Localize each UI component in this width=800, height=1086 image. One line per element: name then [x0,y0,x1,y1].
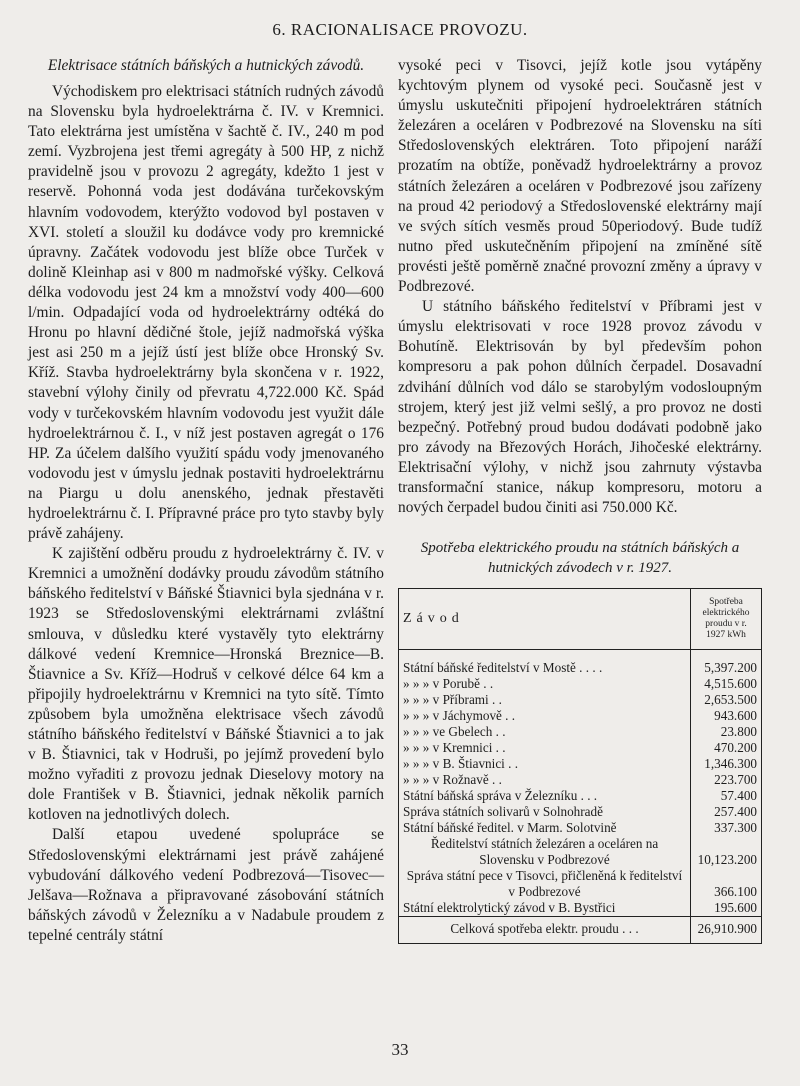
table-row [399,708,762,724]
row-value: 5,397.200 [691,650,762,677]
table-row [399,650,762,677]
table-row [399,692,762,708]
row-label: Správa státních solivarů v Solnohradě [403,804,603,820]
paragraph: Další etapou uvedené spolupráce se Středoslovenskými elektrárnami jest právě zahájené vybudování dálkového vedení Podbrezová—Tisovec—Jelšava—Rožnava a připravované zásobování státních báňských závodů v Železníku a v Nadabule proudem z tepelné centrály státní [28,826,384,944]
row-value: 470.200 [691,740,762,756]
row-label: » » » v Jáchymově . . [403,708,516,724]
table-row [399,868,762,900]
row-value: 4,515.600 [691,676,762,692]
row-label: Státní elektrolytický závod v B. Bystřici [403,900,616,916]
table-row [399,772,762,788]
row-label: » » » ve Gbelech . . [403,724,506,740]
row-label: Státní báňské ředitel. v Marm. Solotvině [403,820,617,836]
row-label: » » » v Rožnavě . . [403,772,502,788]
row-label: » » » v Porubě . . [403,676,494,692]
table-row [399,900,762,917]
table-row [399,820,762,836]
row-value: 366.100 [691,868,762,900]
total-label: Celková spotřeba elektr. proudu . . . [399,917,691,944]
column-header-plant: Závod [399,589,691,650]
table-total-row [399,917,762,944]
table-caption: Spotřeba elektrického proudu na státních báňských a hutnických závodech v r. 1927. [420,540,740,577]
row-value: 2,653.500 [691,692,762,708]
row-value: 257.400 [691,804,762,820]
row-value: 1,346.300 [691,756,762,772]
column-header-consumption: Spotřeba elektrického proudu v r. 1927 kWh [691,589,762,650]
row-value: 57.400 [691,788,762,804]
row-label: » » » v Kremnici . . [403,740,506,756]
row-value: 23.800 [691,724,762,740]
running-head: 6. RACIONALISACE PROVOZU. [272,20,528,39]
row-value: 943.600 [691,708,762,724]
paragraph: U státního báňského ředitelství v Příbrami jest v úmyslu elektrisovati v roce 1928 provoz závodu v Bohutíně. Elektrisován by byl především pohon kompresoru a pak pohon důlních čerpadel. Dosavadní zdvihání důlních vod dálo se starobylým vodosloupným strojem, který jest již velmi sešlý, a pro provoz ne dosti bezpečný. Potřebný proud budou dodávati podobně jako pro závody na Březových Horách, Jihočeské elektrárny. Elektrisační výlohy, v nichž jsou zahrnuty výstavba transformační stanice, nákup kompresoru, motoru a nových čerpadel budou činiti asi 750.000 Kč. [398,298,762,517]
row-label: » » » v B. Štiavnici . . [403,756,519,772]
left-column [28,56,384,946]
table-row [399,740,762,756]
section-heading: Elektrisace státních báňských a hutnických závodů. [47,57,365,74]
paragraph: Východiskem pro elektrisaci státních rudných závodů na Slovensku byla hydroelektrárna č. IV. v Kremnici. Tato elektrárna jest umístěna v šachtě č. IV., 240 m pod zemí. Vyzbrojena jest třemi agregáty à 500 HP, z nichž pravidelně jsou v provozu 2 agregáty, kdežto 1 jest v reservě. Pohonná voda jest dodávána turčekovským hlavním vodovodem, kterýžto vodovod byl postaven v XVI. století a sloužil ku dodávce vody pro kremnické úpravny. Začátek vodovodu jest blíže obce Turček v dolině Kleinhap asi v 800 m nadmořské výšky. Celková délka vodovodu jest 24 km a množství vody 400—600 l/min. Odpadající voda od hydroelektrárny odtéká do Hronu po hlavní dědičné štole, jejíž nadmořská výška jest asi 250 m a jejíž ústí jest blíže obce Hronský Sv. Kříž. Stavba hydroelektrárny byla skončena v r. 1922, stavební výlohy činily od převratu 4,722.000 Kč. Spád vody v turčekovském hlavním vodovodu jest využit dále hydroelektrárnou č. I., v níž jest postaven agregát o 176 HP. Za účelem dalšího využití spádu vody jmenovaného vodovodu jest v úmyslu jednak postaviti hydroelektrárnu na Piargu u dolu anenského, jednak přestavěti hydroelektrárnu č. I. Přípravné práce pro tyto stavby byly právě zahájeny. [28,83,384,543]
row-label: Státní báňské ředitelství v Mostě . . . . [403,660,603,676]
row-label: Státní báňská správa v Železníku . . . [403,788,598,804]
total-value: 26,910.900 [691,917,762,944]
row-value: 337.300 [691,820,762,836]
table-row [399,676,762,692]
row-value: 223.700 [691,772,762,788]
table-row [399,756,762,772]
table-row [399,804,762,820]
table-row [399,724,762,740]
row-value: 195.600 [691,900,762,917]
page-number: 33 [391,1040,409,1059]
paragraph: vysoké peci v Tisovci, jejíž kotle jsou vytápěny kychtovým plynem od vysoké peci. Současně jest v úmyslu uskutečniti připojení hydroelektráren státních železáren a oceláren v Podbrezové na Slovensku na síti Středoslovenských elektráren. Toto připojení naráží prozatím na obtíže, poněvadž hydroelektrárny a provoz státních železáren a oceláren v Podbrezové jsou zařízeny na proud 42 periodový a Středoslovenské elektrárny mají ve svých sítích vesměs proud 50periodový. Bude tudíž nutno před uskutečněním připojení na zmíněné sítě provésti ještě poměrně značné provozní změny a úpravy v Podbrezové. [398,57,762,296]
row-label: » » » v Příbrami . . [403,692,502,708]
consumption-table [398,588,762,944]
paragraph: K zajištění odběru proudu z hydroelektrárny č. IV. v Kremnici a umožnění dodávky proudu závodům státního báňského ředitelství v Báňské Štiavnici byla sjednána v r. 1923 se Středoslovenskými elektrárnami zvláštní smlouva, v důsledku které vystavěly tyto elektrárny dálkové vedení Kremnice—Hronská Breznice—B. Štiavnice a Sv. Kříž—Hodruš v celkové délce 64 km a připojily hydroelektrárnu v Kremnici na tyto sítě. Tímto způsobem byla umožněna elektrisace všech závodů státního báňského ředitelství v Báňské Štiavnici a to jak v B. Štiavnici, tak v Hodruši, po jejímž provedení bylo možno vyřaditi z provozu jednak Dieselovy motory na dole František v B. Štiavnici, jednak několik parních kotloven na jednotlivých dolech. [28,545,384,824]
right-column [398,56,762,944]
row-label: Správa státní pece v Tisovci, přičleněná k ředitelství v Podbrezové [406,868,683,900]
row-label: Ředitelství státních železáren a oceláren na Slovensku v Podbrezové [430,836,659,868]
row-value: 10,123.200 [691,836,762,868]
table-row [399,836,762,868]
table-row [399,788,762,804]
